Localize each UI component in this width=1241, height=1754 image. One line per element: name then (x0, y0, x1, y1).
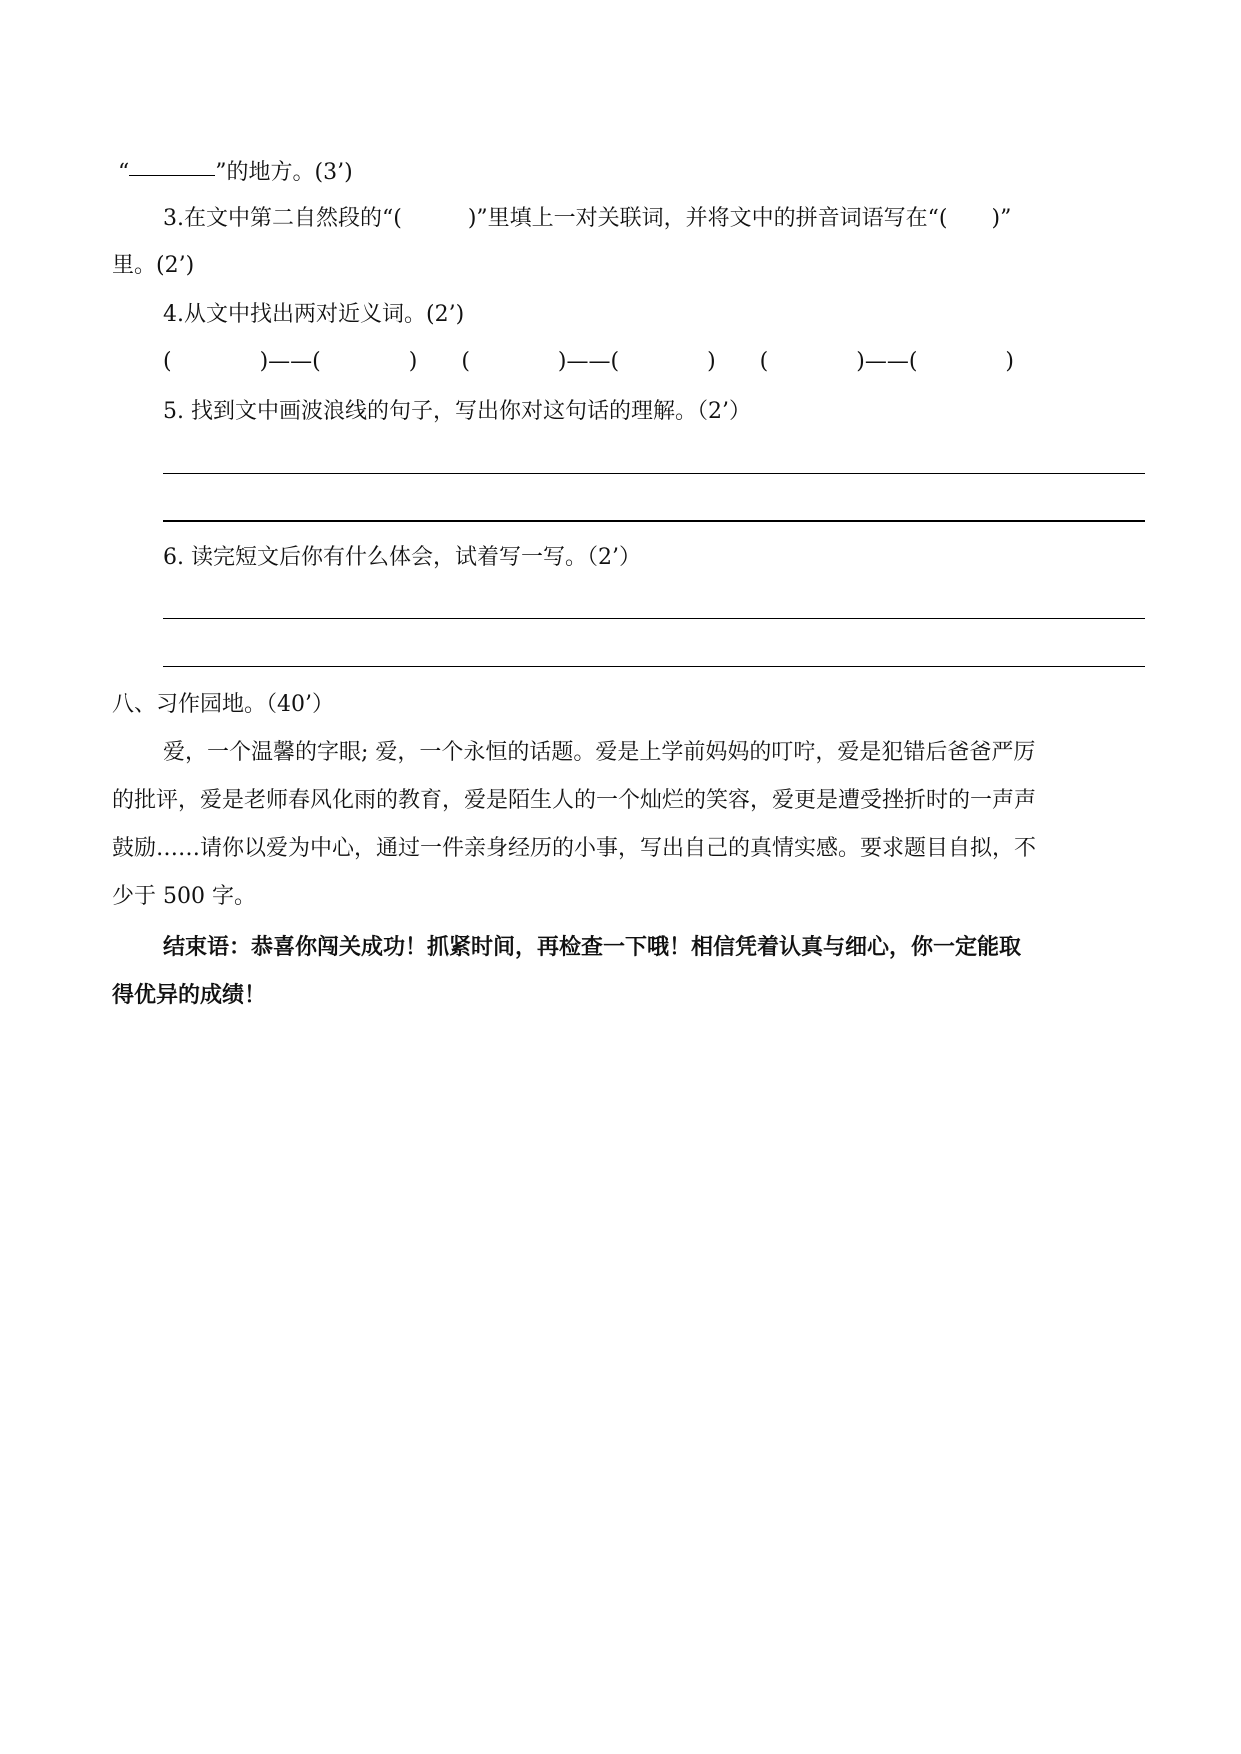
section8-para-line4: 少于 500 字。 (112, 884, 256, 909)
closing-line1: 结束语：恭喜你闯关成功！抓紧时间，再检查一下哦！相信凭着认真与细心，你一定能取 (163, 934, 1022, 960)
section8-heading: 八、习作园地。（40’） (112, 692, 334, 717)
section8-para-line3: 鼓励……请你以爱为中心，通过一件亲身经历的小事，写出自己的真情实感。要求题目自拟，不 (112, 836, 1037, 861)
fill-blank[interactable] (129, 175, 215, 176)
q4-synonym-pairs[interactable]: ( )——( ) ( )——( ) ( )——( ) (163, 349, 1014, 374)
q3-line1: 3.在文中第二自然段的“( )”里填上一对关联词，并将文中的拼音词语写在“( )” (163, 206, 1012, 231)
q6-answer-line-2[interactable] (163, 666, 1145, 667)
q3-line2: 里。(2’) (112, 253, 195, 278)
q5-answer-line-1[interactable] (163, 473, 1145, 474)
q6-prompt: 6. 读完短文后你有什么体会，试着写一写。（2’） (163, 545, 641, 570)
section8-para-line1: 爱，一个温馨的字眼; 爱，一个永恒的话题。爱是上学前妈妈的叮咛，爱是犯错后爸爸严厉 (163, 740, 1036, 765)
q5-prompt: 5. 找到文中画波浪线的句子，写出你对这句话的理解。（2’） (163, 399, 751, 424)
q2-tail (118, 158, 353, 188)
open-quote: “ (118, 160, 130, 185)
q2-tail-text: ”的地方。(3’) (215, 160, 353, 185)
q4-prompt: 4.从文中找出两对近义词。(2’) (163, 302, 465, 327)
q6-answer-line-1[interactable] (163, 618, 1145, 619)
closing-line2: 得优异的成绩！ (112, 982, 267, 1008)
section8-para-line2: 的批评，爱是老师春风化雨的教育，爱是陌生人的一个灿烂的笑容，爱更是遭受挫折时的一声声 (112, 788, 1037, 813)
q5-answer-line-2[interactable] (163, 520, 1145, 522)
